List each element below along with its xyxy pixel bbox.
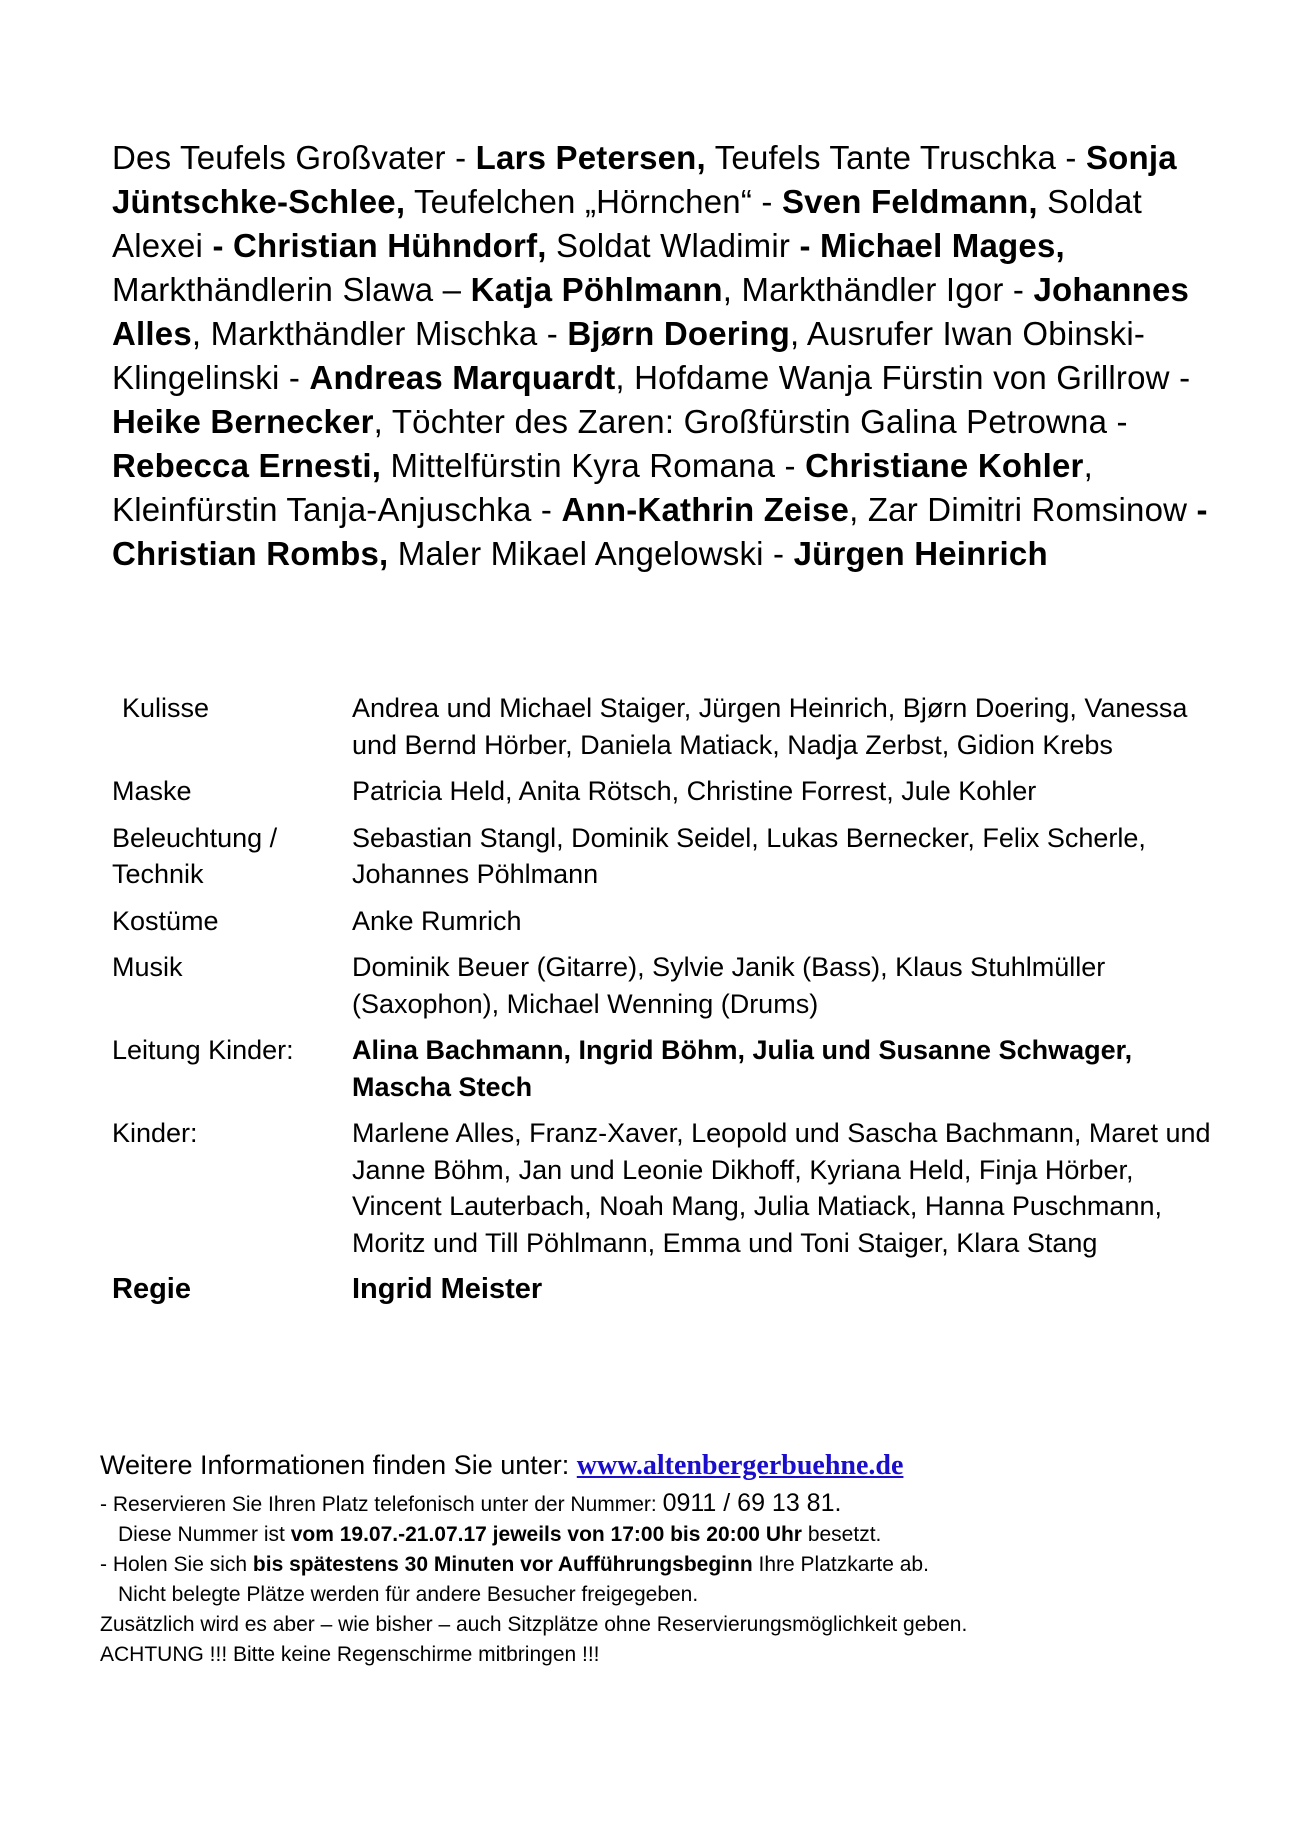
cast-role: Teufelchen „Hörnchen“ - (405, 183, 782, 220)
cast-actor: Sven Feldmann, (781, 183, 1038, 220)
crew-value: Alina Bachmann, Ingrid Böhm, Julia und Susanne Schwager, Mascha Stech (352, 1035, 1133, 1102)
crew-row (112, 949, 1212, 1022)
cast-role: Teufels Tante Truschka - (705, 139, 1086, 176)
cast-actor: Jürgen Heinrich (793, 535, 1048, 572)
hours-bold: vom 19.07.-21.07.17 jeweils von 17:00 bis 20:00 Uhr (290, 1523, 802, 1546)
cast-actor: Johannes Alles (112, 271, 1190, 352)
crew-row (112, 1115, 1212, 1261)
crew-row (112, 773, 1212, 810)
reservation-line (100, 1488, 1250, 1520)
cast-role: , Töchter des Zaren: Großfürstin Galina Petrowna - (373, 403, 1128, 440)
crew-label: Kulisse (122, 693, 210, 723)
cast-role: Des Teufels Großvater - (112, 139, 476, 176)
phone-number: 0911 / 69 13 81. (662, 1489, 842, 1517)
cast-actor: Heike Bernecker (112, 403, 374, 440)
pickup-prefix: - Holen Sie sich (100, 1553, 253, 1576)
cast-role: Maler Mikael Angelowski - (388, 535, 794, 572)
pickup-line (100, 1550, 1250, 1580)
cast-role: Mittelfürstin Kyra Romana - (381, 447, 806, 484)
cast-role: Soldat Alexei (112, 183, 1142, 264)
crew-label: Leitung Kinder: (112, 1035, 294, 1065)
crew-row (112, 1032, 1212, 1105)
cast-role: , Markthändler Igor - (722, 271, 1034, 308)
hours-prefix: Diese Nummer ist (118, 1523, 291, 1546)
unreserved-line: Zusätzlich wird es aber – wie bisher – auch Sitzplätze ohne Reservierungsmöglichkeit geben. (100, 1613, 968, 1636)
info-intro: Weitere Informationen finden Sie unter: (100, 1450, 577, 1480)
info-section (100, 1445, 1250, 1670)
crew-value: Ingrid Meister (352, 1273, 543, 1305)
cast-actor: Katja Pöhlmann (470, 271, 723, 308)
crew-row (112, 1271, 1212, 1308)
warning-line: ACHTUNG !!! Bitte keine Regenschirme mitbringen !!! (100, 1643, 600, 1666)
crew-label: Regie (112, 1273, 191, 1305)
crew-label: Maske (112, 776, 192, 806)
cast-role: , Ausrufer Iwan Obinski-Klingelinski - (112, 315, 1146, 396)
release-line: Nicht belegte Plätze werden für andere Besucher freigegeben. (118, 1583, 699, 1606)
cast-actor: - Christian Hühndorf, (212, 227, 547, 264)
cast-actor: Andreas Marquardt (309, 359, 616, 396)
cast-list (112, 136, 1212, 576)
pickup-suffix: Ihre Platzkarte ab. (752, 1553, 929, 1576)
cast-role: , Hofdame Wanja Fürstin von Grillrow - (615, 359, 1191, 396)
crew-value: Dominik Beuer (Gitarre), Sylvie Janik (Bass), Klaus Stuhlmüller (Saxophon), Michael Wenning (Drums) (352, 952, 1106, 1019)
crew-value: Anke Rumrich (352, 905, 522, 936)
crew-value: Patricia Held, Anita Rötsch, Christine Forrest, Jule Kohler (352, 776, 1037, 806)
reservation-text: - Reservieren Sie Ihren Platz telefonisch unter der Nummer: (100, 1493, 663, 1516)
cast-role: Soldat Wladimir (546, 227, 800, 264)
cast-actor: Ann-Kathrin Zeise (561, 491, 850, 528)
cast-actor: - Christian Rombs, (112, 491, 1208, 572)
cast-role: Markthändlerin Slawa – (112, 271, 471, 308)
cast-actor: Lars Petersen, (475, 139, 706, 176)
hours-line (100, 1520, 1250, 1550)
crew-label: Kinder: (112, 1118, 198, 1148)
crew-row (112, 820, 1212, 893)
cast-role: , Markthändler Mischka - (191, 315, 568, 352)
cast-actor: Sonja Jüntschke-Schlee, (112, 139, 1177, 220)
info-intro-line (100, 1445, 1250, 1486)
website-link[interactable]: www.altenbergerbuehne.de (576, 1450, 904, 1481)
cast-actor: - Michael Mages, (799, 227, 1065, 264)
crew-table (112, 690, 1212, 1318)
crew-value: Sebastian Stangl, Dominik Seidel, Lukas Bernecker, Felix Scherle, Johannes Pöhlmann (352, 822, 1146, 889)
hours-suffix: besetzt. (801, 1523, 882, 1546)
crew-value: Marlene Alles, Franz-Xaver, Leopold und Sascha Bachmann, Maret und Janne Böhm, Jan und Leonie Dikhoff, Kyriana Held, Finja Hörber, Vincent Lauterbach, Noah Mang, Julia Matiack, Hanna Puschmann, Moritz und Till Pöhlmann, Emma und Toni Staiger, Klara Stang (352, 1118, 1211, 1258)
crew-value: Andrea und Michael Staiger, Jürgen Heinrich, Bjørn Doering, Vanessa und Bernd Hörber, Daniela Matiack, Nadja Zerbst, Gidion Krebs (352, 693, 1188, 760)
crew-label: Kostüme (112, 905, 219, 936)
crew-row (112, 903, 1212, 940)
crew-row (112, 690, 1212, 763)
cast-role: , Zar Dimitri Romsinow (849, 491, 1197, 528)
cast-actor: Christiane Kohler (805, 447, 1084, 484)
pickup-bold: bis spätestens 30 Minuten vor Aufführungsbeginn (252, 1553, 753, 1576)
cast-actor: Rebecca Ernesti, (112, 447, 382, 484)
cast-actor: Bjørn Doering (567, 315, 790, 352)
crew-label: Musik (112, 952, 183, 982)
crew-label: Beleuchtung / Technik (112, 822, 278, 889)
cast-role: , Kleinfürstin Tanja-Anjuschka - (112, 447, 1093, 528)
